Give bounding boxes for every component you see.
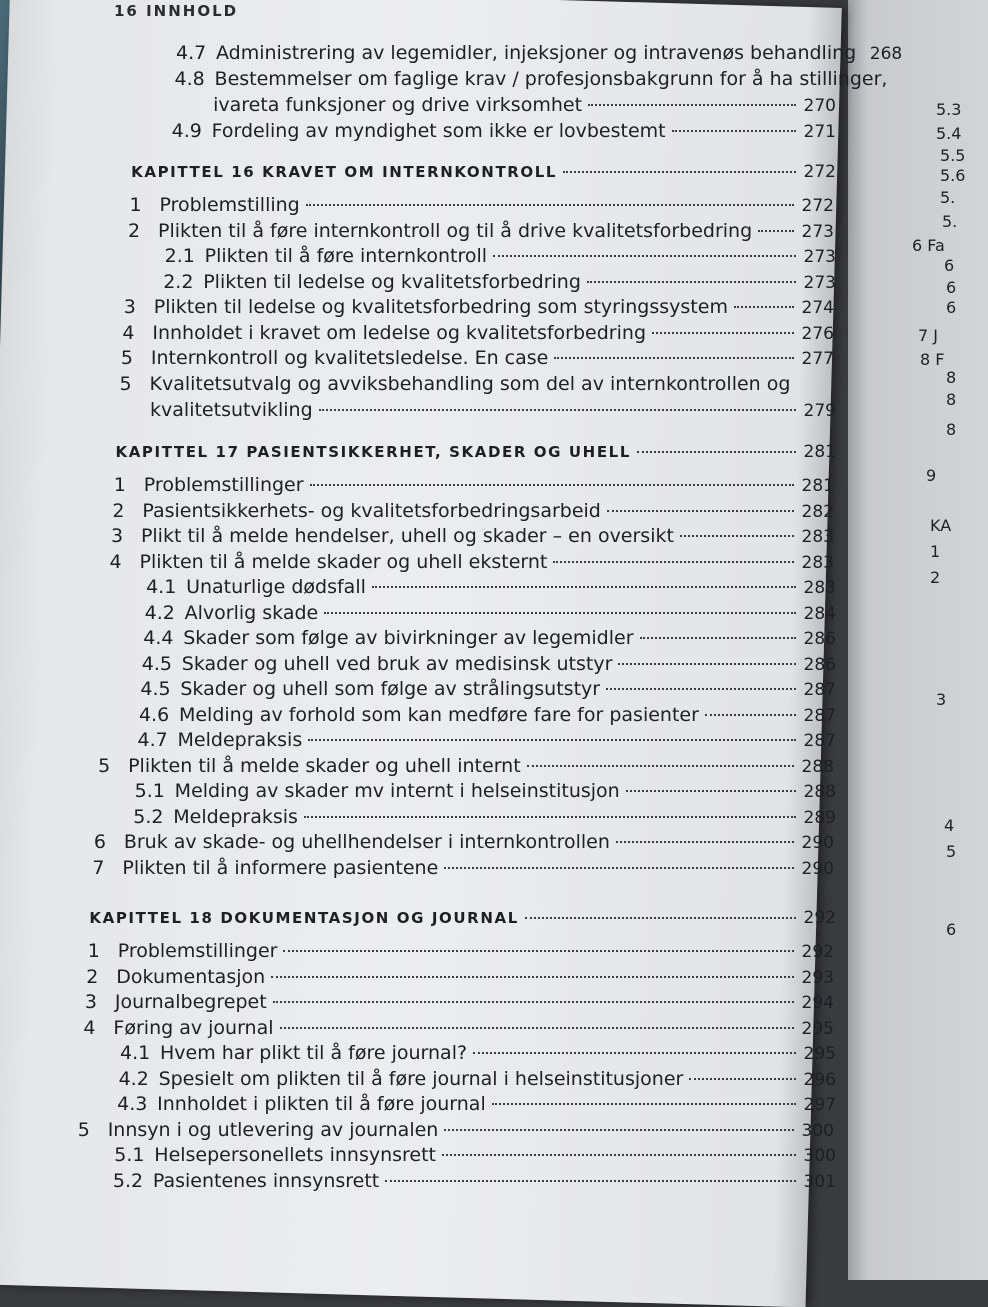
entry-number: 4.2	[144, 601, 175, 624]
facing-page-text: 1	[930, 542, 941, 561]
entry-title: Bestemmelser om faglige krav / profesjonsbakgrunn for å ha stillinger,	[214, 68, 888, 90]
entry-title: Unaturlige dødsfall	[186, 576, 366, 598]
leader-dots	[680, 534, 794, 537]
page-number: 301	[803, 1171, 836, 1192]
entry-title: Skader og uhell som følge av strålingsutstyr	[180, 678, 601, 700]
facing-page-text: 5.3	[936, 100, 962, 119]
entry-title: Spesielt om plikten til å føre journal i helseinstitusjoner	[158, 1067, 684, 1090]
toc-entry	[122, 320, 834, 346]
toc-entry	[119, 371, 834, 397]
page-number: 295	[803, 1044, 836, 1064]
toc-entry	[114, 472, 834, 498]
toc-subentry	[117, 1091, 836, 1117]
facing-page-text: 8 F	[920, 350, 945, 369]
leader-dots	[672, 129, 796, 132]
leader-dots	[637, 450, 796, 453]
page-number: 273	[801, 221, 834, 242]
entry-number: 4.1	[146, 576, 177, 598]
entry-number: 5.2	[112, 1169, 144, 1192]
page-number: 288	[801, 756, 834, 777]
toc-entry	[83, 1015, 834, 1041]
entry-number: 4.9	[171, 120, 202, 142]
chapter-heading	[131, 162, 836, 188]
leader-dots	[324, 611, 796, 614]
page-number: 300	[801, 1120, 834, 1141]
leader-dots	[306, 203, 794, 206]
entry-number: 7	[92, 856, 105, 879]
page-number: 290	[801, 858, 834, 879]
page-number: 292	[803, 908, 836, 928]
entry-number: 4.5	[140, 678, 171, 700]
toc-entry	[129, 192, 834, 218]
entry-title: Hvem har plikt til å føre journal?	[160, 1042, 468, 1064]
entry-title: Innsyn i og utlevering av journalen	[107, 1118, 439, 1141]
facing-page-text: KA	[930, 516, 952, 535]
leader-dots	[758, 229, 794, 232]
leader-dots	[273, 1000, 794, 1003]
toc-entry	[111, 523, 834, 549]
toc-subentry	[133, 804, 836, 830]
entry-title: Innholdet i plikten til å føre journal	[157, 1093, 486, 1115]
leader-dots	[587, 280, 796, 283]
leader-dots	[308, 738, 796, 741]
facing-page-text: 6	[944, 256, 955, 275]
page-number: 268	[869, 44, 903, 64]
page-number: 288	[803, 782, 836, 802]
page-number: 273	[803, 247, 836, 267]
page-number: 282	[801, 501, 834, 522]
entry-title: Alvorlig skade	[184, 601, 319, 624]
chapter-title: KAPITTEL 18 DOKUMENTASJON OG JOURNAL	[89, 909, 519, 927]
entry-title: Føring av journal	[113, 1016, 274, 1039]
entry-number: 5	[120, 347, 133, 369]
entry-title: Pasientsikkerhets- og kvalitetsforbedringsarbeid	[142, 499, 601, 522]
entry-title: Bruk av skade- og uhellhendelser i internkontrollen	[123, 831, 610, 853]
facing-page-text: 2	[930, 568, 941, 587]
facing-page-text: 5.	[940, 188, 956, 207]
leader-dots	[554, 356, 794, 359]
leader-dots	[492, 1102, 796, 1105]
entry-number: 4	[109, 550, 122, 573]
leader-dots	[606, 687, 796, 690]
leader-dots	[310, 483, 794, 486]
page-number: 290	[801, 833, 834, 853]
leader-dots	[652, 331, 794, 334]
facing-page-text: 8	[946, 368, 957, 387]
toc-subentry	[172, 118, 836, 144]
leader-dots	[473, 1051, 796, 1054]
entry-number: 4.3	[117, 1093, 148, 1115]
entry-number: 6	[93, 831, 106, 853]
entry-title: Skader og uhell ved bruk av medisinsk utstyr	[181, 652, 613, 675]
leader-dots	[385, 1179, 796, 1182]
chapter-heading	[89, 908, 836, 934]
leader-dots	[283, 949, 794, 952]
page-number: 281	[803, 442, 836, 462]
entry-title: Meldepraksis	[173, 805, 298, 828]
chapter-heading	[115, 442, 836, 468]
page-number: 286	[803, 654, 836, 675]
page-number: 283	[801, 527, 834, 547]
entry-title: Plikten til å føre internkontroll	[204, 245, 488, 267]
toc-subentry	[135, 778, 836, 804]
page-number: 292	[801, 942, 834, 962]
leader-dots	[563, 170, 796, 173]
entry-number: 2	[112, 499, 125, 522]
toc-entry	[110, 549, 834, 575]
toc-subentry	[142, 651, 836, 677]
page-number: 283	[801, 552, 834, 573]
toc-subentry	[138, 727, 836, 753]
entry-title: Helsepersonellets innsynsrett	[154, 1144, 437, 1166]
entry-number: 1	[113, 474, 126, 496]
entry-number: 3	[123, 296, 136, 318]
toc-entry	[92, 855, 834, 881]
toc-subentry	[176, 40, 903, 66]
toc-entry	[112, 498, 834, 524]
toc-entry	[128, 218, 834, 244]
leader-dots	[640, 636, 796, 639]
running-head: 16 INNHOLD	[114, 2, 239, 20]
leader-dots	[442, 1153, 796, 1156]
facing-page-text: 8	[946, 390, 957, 409]
entry-number: 5.1	[134, 780, 165, 802]
entry-number: 2.2	[163, 270, 194, 293]
entry-number: 4	[122, 321, 135, 344]
entry-number: 2	[86, 965, 99, 988]
facing-page	[848, 0, 988, 1280]
page-number: 279	[803, 400, 836, 421]
page-number: 287	[803, 731, 836, 751]
entry-title: Internkontroll og kvalitetsledelse. En case	[150, 347, 549, 369]
leader-dots	[525, 916, 796, 919]
toc-entry	[78, 1117, 834, 1143]
page-number: 293	[801, 967, 834, 988]
entry-title: Plikt til å melde hendelser, uhell og skader – en oversikt	[140, 525, 674, 547]
page-number: 283	[803, 578, 836, 598]
facing-page-text: 8	[946, 420, 957, 439]
leader-dots	[372, 585, 796, 588]
page-number: 276	[801, 323, 834, 344]
leader-dots	[271, 975, 794, 978]
page-number: 297	[803, 1095, 836, 1115]
entry-title: Plikten til å informere pasientene	[122, 856, 439, 879]
page-number: 294	[801, 993, 834, 1013]
facing-page-text: 6	[946, 298, 957, 317]
page-number: 273	[803, 272, 836, 293]
leader-dots	[705, 713, 796, 716]
facing-page-text: 5.	[942, 212, 958, 231]
entry-number: 4.7	[176, 42, 207, 64]
toc-entry-continuation	[213, 92, 836, 118]
toc-entry	[124, 294, 834, 320]
entry-number: 5	[119, 372, 132, 395]
page-number: 277	[801, 349, 834, 369]
page-number: 295	[801, 1018, 834, 1039]
facing-page-text: 4	[944, 816, 955, 835]
toc-subentry	[145, 600, 836, 626]
facing-page-text: 6	[946, 278, 957, 297]
toc-subentry	[143, 625, 836, 651]
entry-number: 1	[129, 194, 142, 216]
leader-dots	[280, 1026, 794, 1029]
entry-title-continuation: kvalitetsutvikling	[150, 398, 313, 421]
facing-page-text: 5.6	[940, 166, 966, 185]
entry-title: Skader som følge av bivirkninger av legemidler	[183, 627, 634, 649]
entry-title: Kvalitetsutvalg og avviksbehandling som del av internkontrollen og	[149, 372, 791, 395]
entry-number: 4.4	[143, 627, 174, 649]
entry-number: 4.7	[137, 729, 168, 751]
entry-number: 4.6	[138, 703, 170, 726]
facing-page-text: 5.4	[936, 124, 962, 143]
page-number: 272	[801, 196, 834, 216]
toc-subentry	[140, 676, 836, 702]
entry-title: Journalbegrepet	[114, 991, 267, 1013]
entry-number: 3	[84, 991, 97, 1013]
entry-number: 4.2	[118, 1067, 149, 1090]
entry-title: Plikten til ledelse og kvalitetsforbedring som styringssystem	[153, 296, 728, 318]
entry-title-continuation: ivareta funksjoner og drive virksomhet	[213, 94, 583, 116]
page-number: 272	[803, 162, 836, 182]
toc-subentry	[119, 1066, 836, 1092]
page-number: 281	[801, 476, 834, 496]
leader-dots	[527, 764, 794, 767]
leader-dots	[444, 1128, 794, 1131]
toc-entry	[85, 989, 834, 1015]
entry-number: 1	[87, 940, 100, 962]
entry-title: Melding av skader mv internt i helseinstitusjon	[174, 780, 620, 802]
entry-title: Problemstilling	[159, 194, 300, 216]
page-number: 286	[803, 629, 836, 649]
page-number: 274	[801, 298, 834, 318]
entry-number: 4	[83, 1016, 96, 1039]
entry-number: 5	[98, 754, 111, 777]
leader-dots	[618, 662, 796, 665]
entry-title: Problemstillinger	[117, 940, 278, 962]
toc-subentry	[139, 702, 836, 728]
entry-number: 4.1	[120, 1042, 151, 1064]
toc-subentry	[163, 269, 836, 295]
toc-subentry	[174, 66, 888, 92]
entry-title: Plikten til å melde skader og uhell eksternt	[139, 550, 548, 573]
facing-page-text: 9	[926, 466, 937, 485]
toc-entry	[88, 938, 834, 964]
page-number: 271	[803, 122, 836, 142]
entry-title: Innholdet i kravet om ledelse og kvalitetsforbedring	[152, 321, 647, 344]
toc-subentry	[120, 1040, 836, 1066]
toc-subentry	[165, 243, 836, 269]
facing-page-text: 6 Fa	[912, 236, 945, 255]
page-number: 287	[803, 680, 836, 700]
toc-subentry	[113, 1168, 836, 1194]
toc-entry	[121, 345, 834, 371]
entry-number: 4.8	[174, 68, 205, 90]
entry-title: Administrering av legemidler, injeksjoner og intravenøs behandling	[216, 42, 857, 64]
toc-entry	[94, 829, 834, 855]
leader-dots	[734, 305, 794, 308]
page-number: 289	[803, 807, 836, 828]
page-number: 296	[803, 1069, 836, 1090]
chapter-title: KAPITTEL 16 KRAVET OM INTERNKONTROLL	[131, 163, 558, 181]
entry-number: 5.2	[133, 805, 164, 828]
leader-dots	[607, 509, 794, 512]
toc-subentry	[114, 1142, 836, 1168]
entry-title: Pasientenes innsynsrett	[152, 1169, 380, 1192]
entry-title: Dokumentasjon	[116, 965, 266, 988]
entry-number: 5	[77, 1118, 90, 1141]
entry-title: Plikten til å føre internkontroll og til å drive kvalitetsforbedring	[158, 219, 753, 242]
entry-title: Melding av forhold som kan medføre fare for pasienter	[178, 703, 699, 726]
entry-number: 5.1	[114, 1144, 145, 1166]
leader-dots	[493, 254, 796, 257]
entry-title: Meldepraksis	[177, 729, 303, 751]
entry-number: 2	[128, 219, 141, 242]
entry-title: Fordeling av myndighet som ikke er lovbestemt	[211, 120, 666, 142]
entry-number: 4.5	[141, 652, 173, 675]
facing-page-text: 3	[936, 690, 947, 709]
facing-page-text: 7 J	[918, 326, 938, 345]
page-number: 284	[803, 603, 836, 624]
chapter-title: KAPITTEL 17 PASIENTSIKKERHET, SKADER OG UHELL	[115, 443, 631, 461]
leader-dots	[319, 408, 796, 411]
facing-page-text: 5	[946, 842, 957, 861]
page-number: 300	[803, 1146, 836, 1166]
toc-subentry	[146, 574, 836, 600]
facing-page-text: 5.5	[940, 146, 966, 165]
leader-dots	[553, 560, 794, 563]
toc-entry	[98, 753, 834, 779]
leader-dots	[588, 103, 796, 106]
toc-entry	[86, 964, 834, 990]
facing-page-text: 6	[946, 920, 957, 939]
page-number: 287	[803, 705, 836, 726]
leader-dots	[626, 789, 796, 792]
toc-entry-continuation	[150, 397, 836, 423]
leader-dots	[304, 815, 796, 818]
entry-title: Plikten til å melde skader og uhell internt	[128, 754, 521, 777]
entry-title: Plikten til ledelse og kvalitetsforbedring	[203, 270, 581, 293]
entry-number: 2.1	[164, 245, 195, 267]
entry-title: Problemstillinger	[143, 474, 304, 496]
leader-dots	[689, 1077, 796, 1080]
leader-dots	[616, 840, 794, 843]
page-number: 270	[803, 96, 836, 116]
leader-dots	[444, 866, 794, 869]
entry-number: 3	[110, 525, 124, 547]
